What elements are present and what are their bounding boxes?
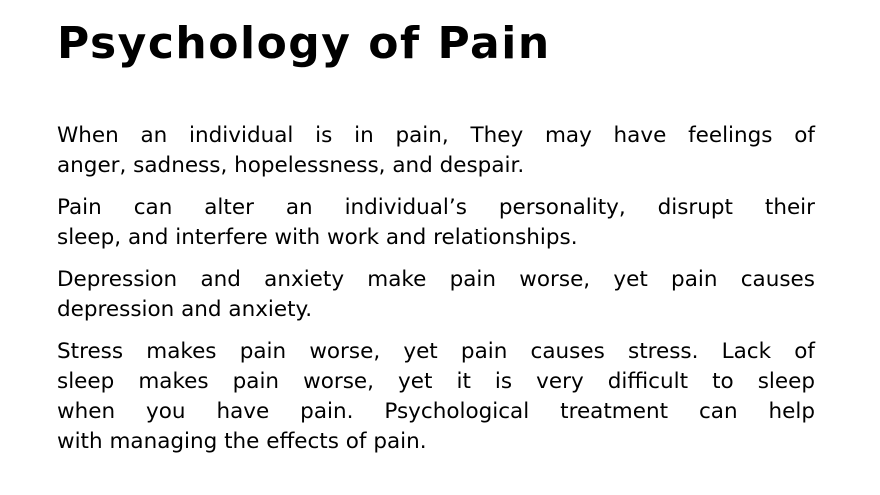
text-line: when you have pain. Psychological treatment can help — [57, 399, 815, 424]
slide-body — [57, 121, 815, 469]
text-line: with managing the effects of pain. — [57, 429, 427, 454]
paragraph-personality — [57, 193, 815, 253]
text-line: depression and anxiety. — [57, 297, 313, 322]
text-line: Pain can alter an individual’s personality, disrupt their — [57, 195, 815, 220]
text-line: sleep, and interfere with work and relationships. — [57, 225, 578, 250]
text-line: Stress makes pain worse, yet pain causes stress. Lack of — [57, 339, 815, 364]
slide-title: Psychology of Pain — [57, 18, 551, 69]
paragraph-depression-anxiety — [57, 265, 815, 325]
text-line: Depression and anxiety make pain worse, yet pain causes — [57, 267, 815, 292]
text-line: sleep makes pain worse, yet it is very difficult to sleep — [57, 369, 815, 394]
text-line: anger, sadness, hopelessness, and despair. — [57, 153, 525, 178]
text-line: When an individual is in pain, They may have feelings of — [57, 123, 815, 148]
paragraph-feelings — [57, 121, 815, 181]
paragraph-stress-sleep — [57, 337, 815, 457]
